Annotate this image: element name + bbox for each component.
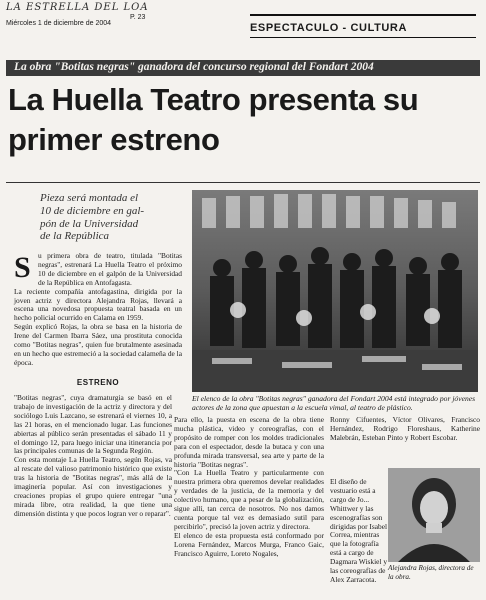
section-label: ESPECTACULO - CULTURA	[250, 22, 408, 34]
body-paragraph: "Botitas negras", cuya dramaturgia se basó en el trabajo de investigación de la actriz y directora y del sociólogo Luis Lazcano, se estrenará el viernes 10, a las 21 horas, en el mencionado lugar. Las funciones abiertas al público serán presentadas el sábado 11 y el domingo 12, para luego iniciar una itinerancia por las principales comunas de la Segunda Región.	[14, 393, 172, 456]
intro-column	[14, 252, 182, 368]
cast-photo	[192, 190, 478, 392]
kicker-bar	[6, 60, 480, 76]
headline	[8, 80, 478, 160]
body-paragraph: Con esta montaje La Huella Teatro, según Rojas, va al rescate del valioso patrimonio histórico que existe tras la historia de "Botitas negras", más allá de la imaginería popular. Así con investigaciones y creaciones propias el grupo quiere entregar "una mirada libre, otra realidad, la que tiene una dimensión distinta y que pocos logran ver o reparar".	[14, 455, 172, 518]
deck-line: 10 de diciembre en gal-	[40, 204, 145, 217]
kicker-text: La obra "Botitas negras" ganadora del concurso regional del Fondart 2004	[14, 61, 374, 73]
deck-line: pón de la Universidad	[40, 217, 139, 230]
section-header	[250, 14, 476, 38]
body-column-3-top: Ronny Cifuentes, Víctor Olivares, Francisco Hernández, Rodrigo Floreshaus, Katherine Malebrán, Esteban Pinto y Robert Escobar.	[330, 415, 480, 442]
body-paragraph: Para ello, la puesta en escena de la obra tiene mucha plástica, video y coreografías, con el propósito de romper con los moldes tradicionales para con el espectador, desde la butaca y con una profunda mirada transversal, sea arte y parte de la historia "Botitas negras".	[174, 415, 324, 469]
deck-line: Pieza será montada el	[40, 192, 139, 204]
headline-line-1: La Huella Teatro presenta su	[8, 82, 419, 117]
publication-date: Miércoles 1 de diciembre de 2004	[6, 20, 112, 27]
body-column-1	[14, 394, 172, 519]
photo-caption: El elenco de la obra "Botitas negras" ganadora del Fondart 2004 está integrado por jóvenes actores de la zona que apuestan a la escuela vimal, al teatro de plástico.	[192, 394, 476, 413]
intro-paragraph: u primera obra de teatro, titulada "Botitas negras", estrenará La Huella Teatro el próximo 10 de diciembre en el galpón de la Universidad de la República en Antofagasta.	[38, 251, 182, 287]
portrait-caption: Alejandra Rojas, directora de la obra.	[388, 564, 474, 581]
intro-paragraph: La reciente compañía antofagastina, dirigida por la joven actriz y directora Alejandra Rojas, llevará a escena una novedosa propuesta teatral basada en un hecho policial ocurrido en Calama en 1959.	[14, 286, 182, 323]
divider-rule	[6, 182, 480, 183]
body-column-2	[174, 416, 324, 559]
deck	[40, 192, 180, 243]
body-paragraph: El elenco de esta propuesta está conformado por Lorena Fernández, Marcos Murga, Franco Gaic, Francisco Aguirre, Loreto Nogales,	[174, 530, 324, 558]
director-portrait	[388, 468, 480, 562]
headline-line-2: primer estreno	[8, 122, 220, 157]
handwritten-newspaper-name: LA ESTRELLA DEL LOA	[6, 2, 149, 13]
drop-cap: S	[14, 251, 31, 284]
body-column-3-wrap: El diseño de vestuario está a cargo de Jo... Whittwer y las escenografías son dirigidas por Isabel Correa, mientras que la fotografía está a cargo de Dagmara Wiskiel y las coreografías de Alex Zarracota.	[330, 477, 388, 584]
subhead-estreno: ESTRENO	[76, 378, 120, 387]
page-mark: P. 23	[130, 14, 146, 21]
body-paragraph: "Con La Huella Teatro y particularmente con nuestra primera obra queremos develar realidades y verdades de la justicia, de la memoria y del colectivo humano, que a pesar de la globalización, sigue allí, tan cerca de nosotros. No nos damos cuenta porque tal vez es demasiado sutil para percibirlo", precisó la joven actriz y directora.	[174, 468, 324, 531]
deck-line: de la República	[40, 230, 110, 243]
intro-paragraph: Según explicó Rojas, la obra se basa en la historia de Irene del Carmen Ibarra Sáez, una prostituta conocida como "Botitas negras", quien fue brutalmente asesinada en un hecho que estremeció a la sociedad calameña de la época.	[14, 322, 182, 367]
